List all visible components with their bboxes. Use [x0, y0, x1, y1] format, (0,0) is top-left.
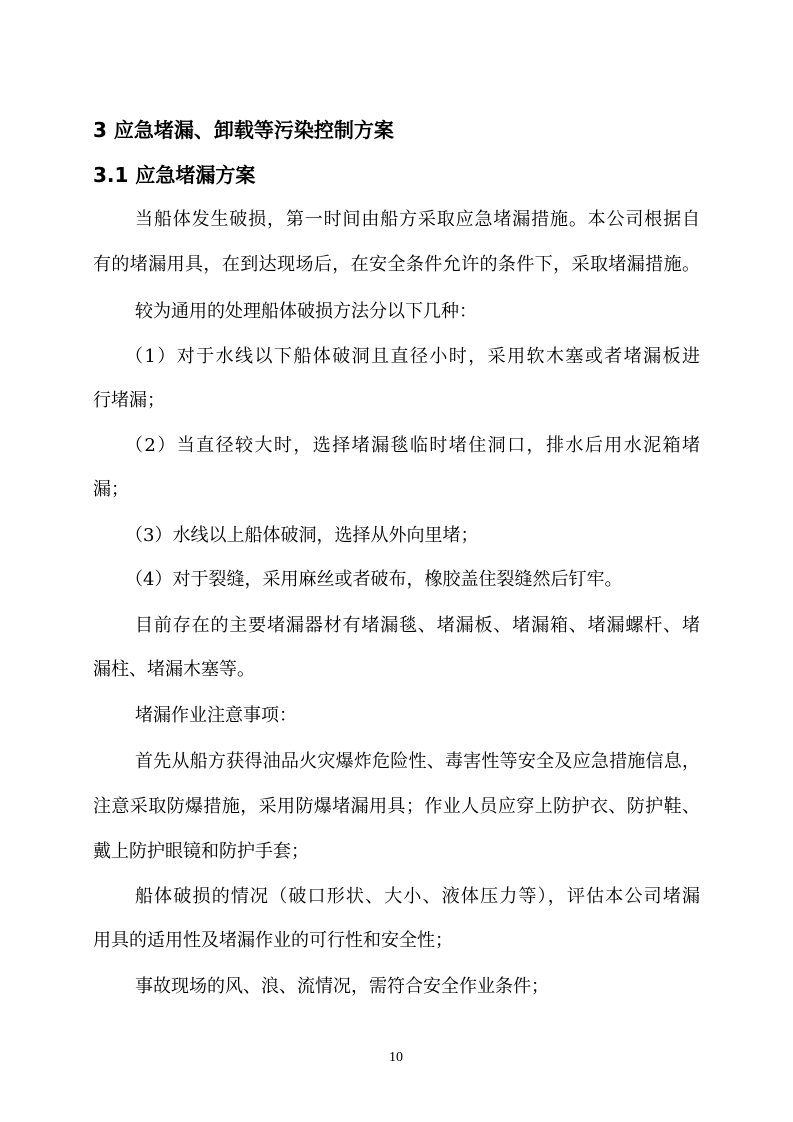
paragraph-line: （4）对于裂缝，采用麻丝或者破布，橡胶盖住裂缝然后钉牢。 [125, 569, 623, 590]
page-number: 10 [389, 1050, 403, 1065]
paragraph-line: 漏； [93, 479, 129, 500]
paragraph-line: 事故现场的风、浪、流情况，需符合安全作业条件； [135, 976, 549, 997]
paragraph-line: 行堵漏； [93, 390, 165, 411]
paragraph-line: 当船体发生破损，第一时间由船方采取应急堵漏措施。本公司根据自 [135, 209, 700, 230]
paragraph-line: 戴上防护眼镜和防护手套； [93, 841, 309, 862]
paragraph-line: 有的堵漏用具，在到达现场后，在安全条件允许的条件下，采取堵漏措施。 [93, 254, 700, 275]
paragraph-line: （2）当直径较大时，选择堵漏毯临时堵住洞口，排水后用水泥箱堵 [125, 435, 700, 456]
paragraph-line: 船体破损的情况（破口形状、大小、液体压力等），评估本公司堵漏 [135, 886, 700, 907]
subsection-heading: 3.1 应急堵漏方案 [93, 163, 256, 187]
paragraph-line: （1）对于水线以下船体破洞且直径小时，采用软木塞或者堵漏板进 [125, 346, 700, 367]
paragraph-line: 注意采取防爆措施，采用防爆堵漏用具；作业人员应穿上防护衣、防护鞋、 [93, 796, 700, 817]
paragraph-line: 较为通用的处理船体破损方法分以下几种： [135, 301, 477, 322]
paragraph-line: 首先从船方获得油品火灾爆炸危险性、毒害性等安全及应急措施信息， [135, 751, 700, 772]
paragraph-line: （3）水线以上船体破洞，选择从外向里堵； [125, 525, 479, 546]
paragraph-line: 目前存在的主要堵漏器材有堵漏毯、堵漏板、堵漏箱、堵漏螺杆、堵 [135, 615, 700, 636]
paragraph-line: 用具的适用性及堵漏作业的可行性和安全性； [93, 930, 453, 951]
section-heading: 3 应急堵漏、卸载等污染控制方案 [93, 118, 394, 142]
paragraph-line: 漏柱、堵漏木塞等。 [93, 659, 255, 680]
paragraph-line: 堵漏作业注意事项： [135, 705, 297, 726]
